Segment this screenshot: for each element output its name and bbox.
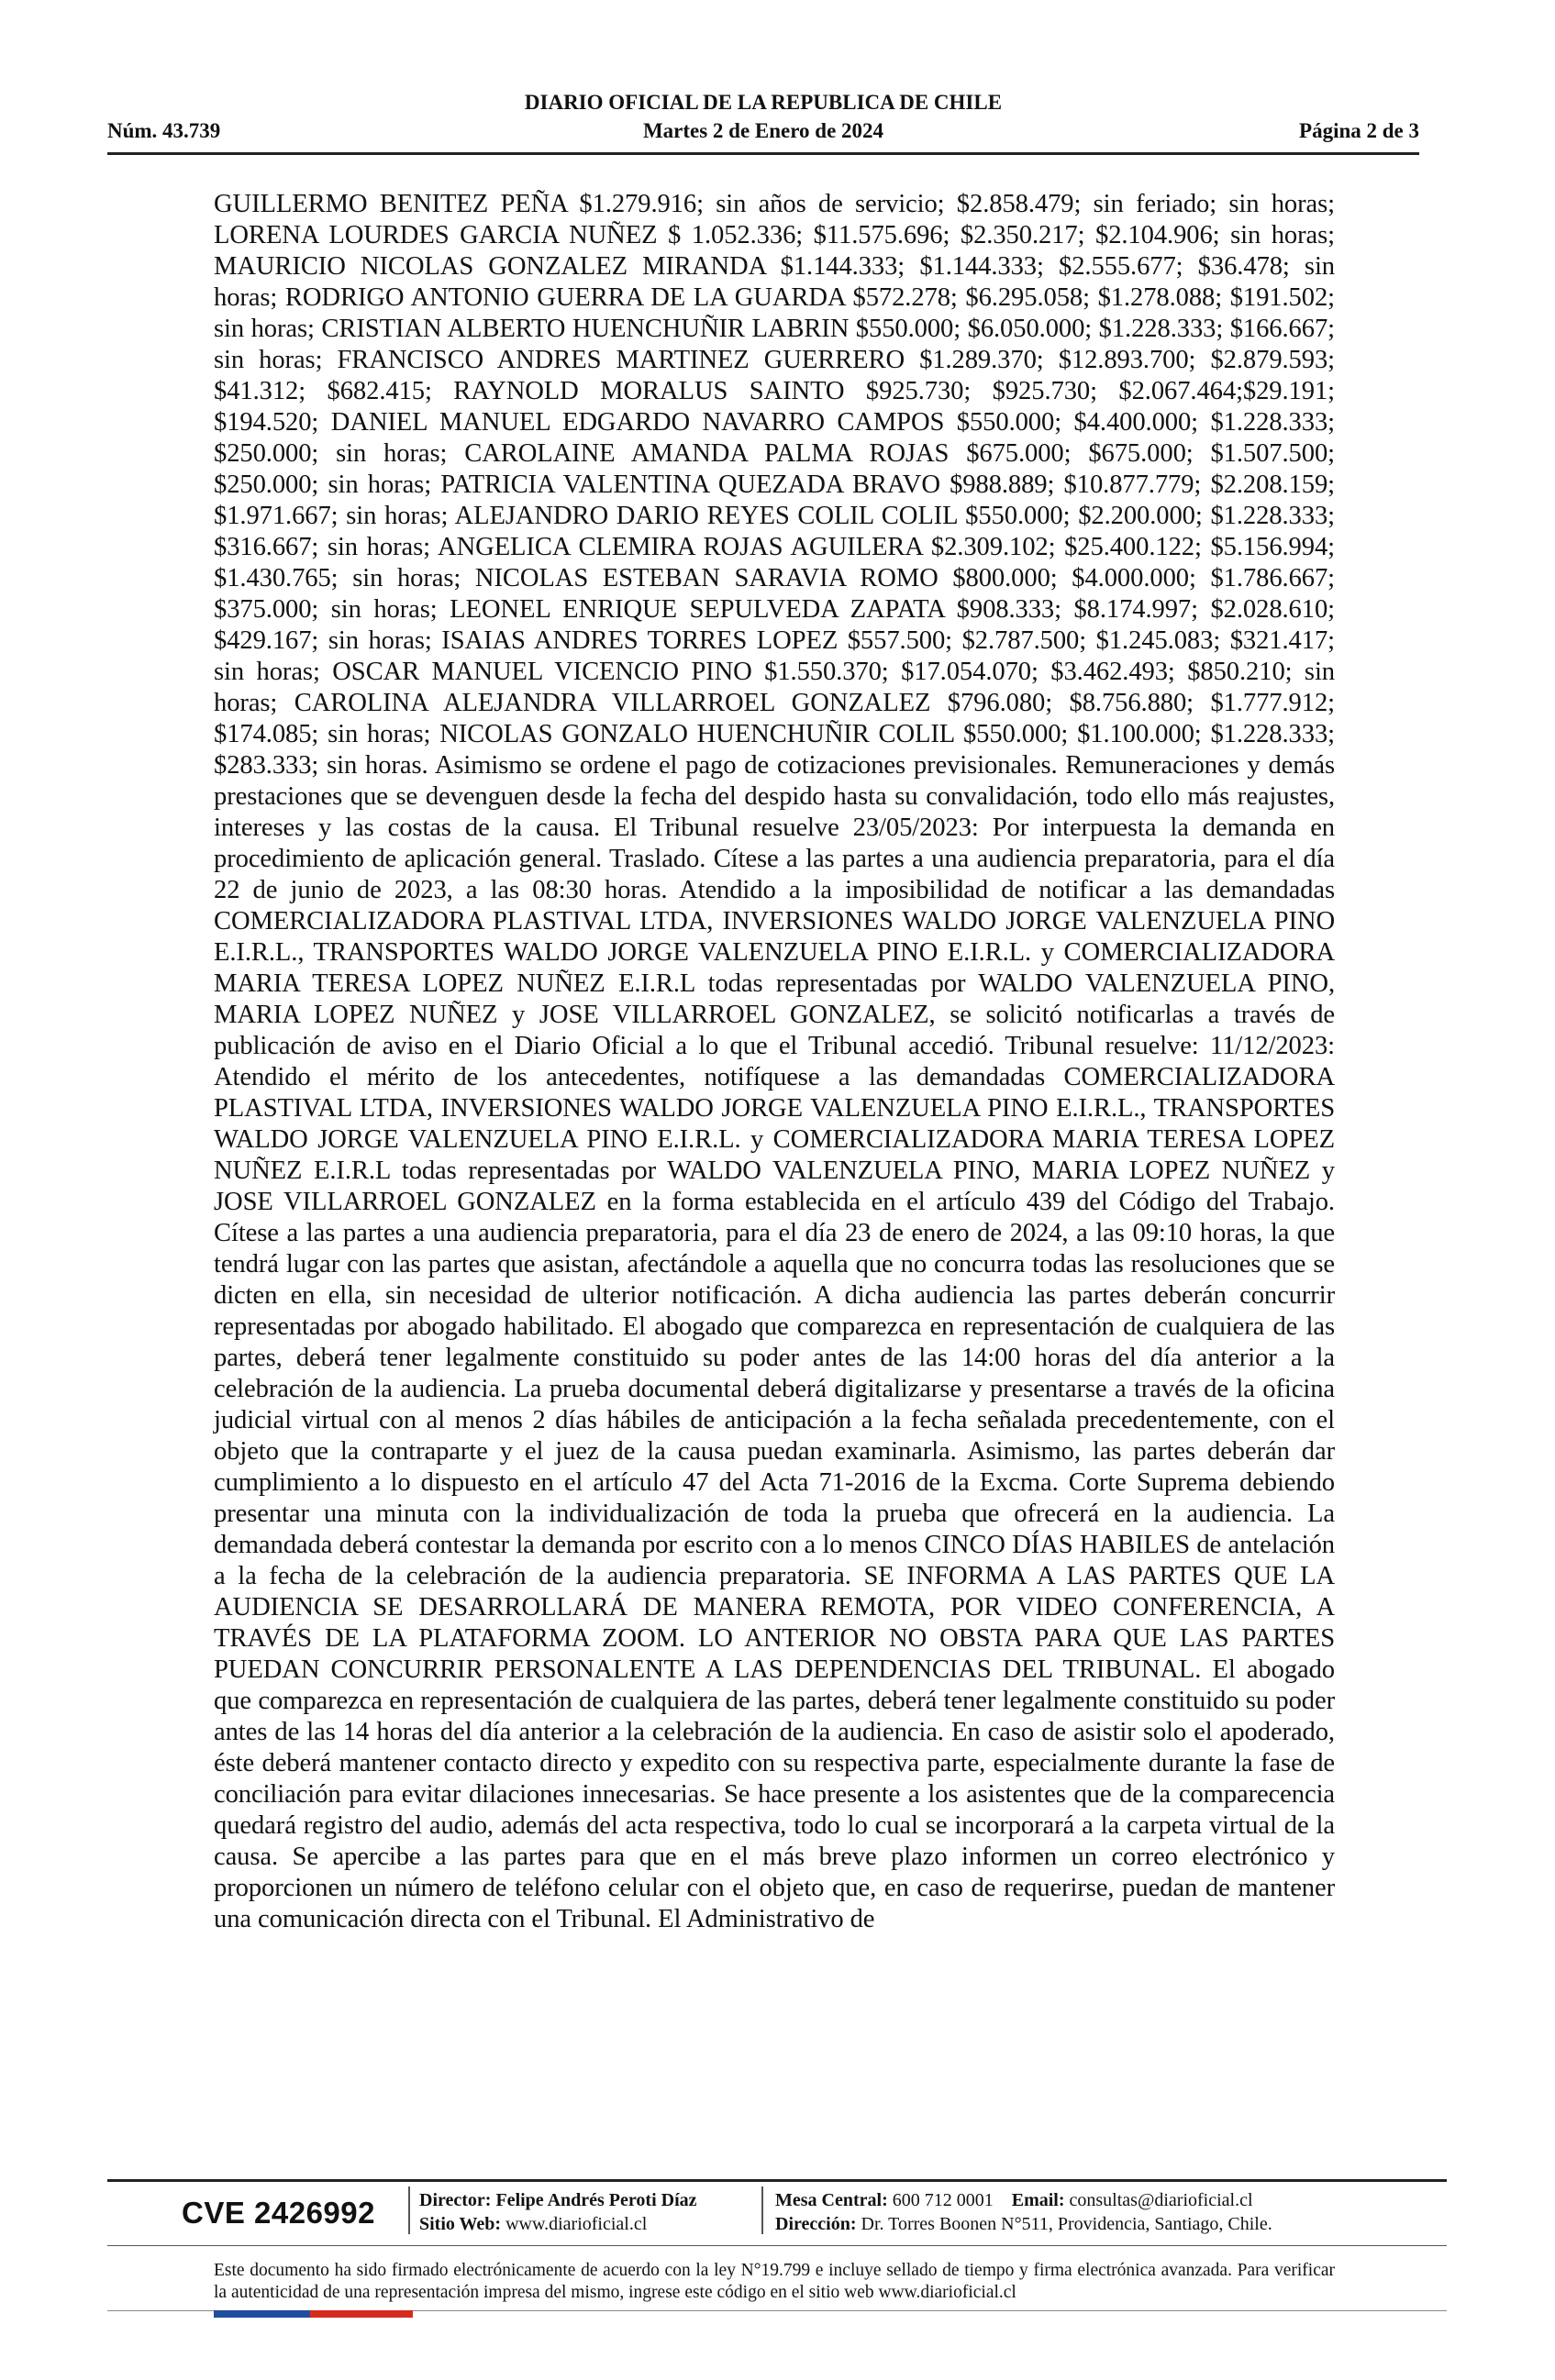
publication-date: Martes 2 de Enero de 2024: [642, 119, 884, 142]
email-link[interactable]: consultas@diarioficial.cl: [1069, 2190, 1253, 2210]
cve-code: CVE 2426992: [182, 2196, 375, 2230]
header-divider: [107, 152, 1419, 155]
article-body: [214, 189, 1335, 1935]
flag-blue-segment: [214, 2310, 310, 2318]
publication-name: DIARIO OFICIAL DE LA REPUBLICA DE CHILE: [524, 91, 1003, 114]
legal-notice: Este documento ha sido firmado electrónicamente de acuerdo con la ley N°19.799 e incluye sellado de tiempo y firma electrónica avanzada. Para verificar la autenticidad de una representación impresa del mismo, ingrese este código en el sitio web www.diarioficial.cl: [214, 2261, 1335, 2302]
footer-separator: [408, 2186, 410, 2234]
website-label: Sitio Web:: [419, 2214, 502, 2234]
footer-divider-mid: [107, 2245, 1447, 2246]
director-label: Director:: [419, 2190, 492, 2210]
publication-title: [107, 88, 1419, 145]
chile-flag-stripe: [214, 2310, 413, 2318]
address-label: Dirección:: [775, 2214, 857, 2234]
director-name: Felipe Andrés Peroti Díaz: [495, 2190, 697, 2210]
footer-director-block: [419, 2188, 697, 2236]
phone-label: Mesa Central:: [775, 2190, 888, 2210]
footer-contact-block: [775, 2188, 1272, 2236]
issue-number: Núm. 43.739: [107, 119, 221, 142]
address-text: Dr. Torres Boonen N°511, Providencia, Santiago, Chile.: [861, 2214, 1272, 2234]
footer-divider-top: [107, 2179, 1447, 2182]
phone-number: 600 712 0001: [892, 2190, 994, 2210]
email-label: Email:: [1011, 2190, 1065, 2210]
body-paragraph: GUILLERMO BENITEZ PEÑA $1.279.916; sin años de servicio; $2.858.479; sin feriado; sin horas; LORENA LOURDES GARCIA NUÑEZ $ 1.052.336; $11.575.696; $2.350.217; $2.104.906; sin horas; MAURICIO NICOLAS GONZALEZ MIRANDA $1.144.333; $1.144.333; $2.555.677; $36.478; sin horas; RODRIGO ANTONIO GUERRA DE LA GUARDA $572.278; $6.295.058; $1.278.088; $191.502; sin horas; CRISTIAN ALBERTO HUENCHUÑIR LABRIN $550.000; $6.050.000; $1.228.333; $166.667; sin horas; FRANCISCO ANDRES MARTINEZ GUERRERO $1.289.370; $12.893.700; $2.879.593; $41.312; $682.415; RAYNOLD MORALUS SAINTO $925.730; $925.730; $2.067.464;$29.191; $194.520; DANIEL MANUEL EDGARDO NAVARRO CAMPOS $550.000; $4.400.000; $1.228.333; $250.000; sin horas; CAROLAINE AMANDA PALMA ROJAS $675.000; $675.000; $1.507.500; $250.000; sin horas; PATRICIA VALENTINA QUEZADA BRAVO $988.889; $10.877.779; $2.208.159; $1.971.667; sin horas; ALEJANDRO DARIO REYES COLIL COLIL $550.000; $2.200.000; $1.228.333; $316.667; sin horas; ANGELICA CLEMIRA ROJAS AGUILERA $2.309.102; $25.400.122; $5.156.994; $1.430.765; sin horas; NICOLAS ESTEBAN SARAVIA ROMO $800.000; $4.000.000; $1.786.667; $375.000; sin horas; LEONEL ENRIQUE SEPULVEDA ZAPATA $908.333; $8.174.997; $2.028.610; $429.167; sin horas; ISAIAS ANDRES TORRES LOPEZ $557.500; $2.787.500; $1.245.083; $321.417; sin horas; OSCAR MANUEL VICENCIO PINO $1.550.370; $17.054.070; $3.462.493; $850.210; sin horas; CAROLINA ALEJANDRA VILLARROEL GONZALEZ $796.080; $8.756.880; $1.777.912; $174.085; sin horas; NICOLAS GONZALO HUENCHUÑIR COLIL $550.000; $1.100.000; $1.228.333; $283.333; sin horas. Asimismo se ordene el pago de cotizaciones previsionales. Remuneraciones y demás prestaciones que se devenguen desde la fecha del despido hasta su convalidación, todo ello más reajustes, intereses y las costas de la causa. El Tribunal resuelve 23/05/2023: Por interpuesta la demanda en procedimiento de aplicación general. Traslado. Cítese a las partes a una audiencia preparatoria, para el día 22 de junio de 2023, a las 08:30 horas. Atendido a la imposibilidad de notificar a las demandadas COMERCIALIZADORA PLASTIVAL LTDA, INVERSIONES WALDO JORGE VALENZUELA PINO E.I.R.L., TRANSPORTES WALDO JORGE VALENZUELA PINO E.I.R.L. y COMERCIALIZADORA MARIA TERESA LOPEZ NUÑEZ E.I.R.L todas representadas por WALDO VALENZUELA PINO, MARIA LOPEZ NUÑEZ y JOSE VILLARROEL GONZALEZ, se solicitó notificarlas a través de publicación de aviso en el Diario Oficial a lo que el Tribunal accedió. Tribunal resuelve: 11/12/2023: Atendido el mérito de los antecedentes, notifíquese a las demandadas COMERCIALIZADORA PLASTIVAL LTDA, INVERSIONES WALDO JORGE VALENZUELA PINO E.I.R.L., TRANSPORTES WALDO JORGE VALENZUELA PINO E.I.R.L. y COMERCIALIZADORA MARIA TERESA LOPEZ NUÑEZ E.I.R.L todas representadas por WALDO VALENZUELA PINO, MARIA LOPEZ NUÑEZ y JOSE VILLARROEL GONZALEZ en la forma establecida en el artículo 439 del Código del Trabajo. Cítese a las partes a una audiencia preparatoria, para el día 23 de enero de 2024, a las 09:10 horas, la que tendrá lugar con las partes que asistan, afectándole a aquella que no concurra todas las resoluciones que se dicten en ella, sin necesidad de ulterior notificación. A dicha audiencia las partes deberán concurrir representadas por abogado habilitado. El abogado que comparezca en representación de cualquiera de las partes, deberá tener legalmente constituido su poder antes de las 14:00 horas del día anterior a la celebración de la audiencia. La prueba documental deberá digitalizarse y presentarse a través de la oficina judicial virtual con al menos 2 días hábiles de anticipación a la fecha señalada precedentemente, con el objeto que la contraparte y el juez de la causa puedan examinarla. Asimismo, las partes deberán dar cumplimiento a lo dispuesto en el artículo 47 del Acta 71-2016 de la Excma. Corte Suprema debiendo presentar una minuta con la individualización de toda la prueba que ofrecerá en la audiencia. La demandada deberá contestar la demanda por escrito con a lo menos CINCO DÍAS HABILES de antelación a la fecha de la celebración de la audiencia preparatoria. SE INFORMA A LAS PARTES QUE LA AUDIENCIA SE DESARROLLARÁ DE MANERA REMOTA, POR VIDEO CONFERENCIA, A TRAVÉS DE LA PLATAFORMA ZOOM. LO ANTERIOR NO OBSTA PARA QUE LAS PARTES PUEDAN CONCURRIR PERSONALENTE A LAS DEPENDENCIAS DEL TRIBUNAL. El abogado que comparezca en representación de cualquiera de las partes, deberá tener legalmente constituido su poder antes de las 14 horas del día anterior a la celebración de la audiencia. En caso de asistir solo el apoderado, éste deberá mantener contacto directo y expedito con su respectiva parte, especialmente durante la fase de conciliación para evitar dilaciones innecesarias. Se hace presente a los asistentes que de la comparecencia quedará registro del audio, además del acta respectiva, todo lo cual se incorporará a la carpeta virtual de la causa. Se apercibe a las partes para que en el más breve plazo informen un correo electrónico y proporcionen un número de teléfono celular con el objeto que, en caso de requerirse, puedan de mantener una comunicación directa con el Tribunal. El Administrativo de: [214, 190, 1335, 1933]
footer-separator: [761, 2186, 763, 2234]
page-header: [107, 88, 1419, 147]
website-link[interactable]: www.diarioficial.cl: [505, 2214, 648, 2234]
page-number: Página 2 de 3: [1299, 119, 1419, 142]
flag-red-segment: [310, 2310, 413, 2318]
